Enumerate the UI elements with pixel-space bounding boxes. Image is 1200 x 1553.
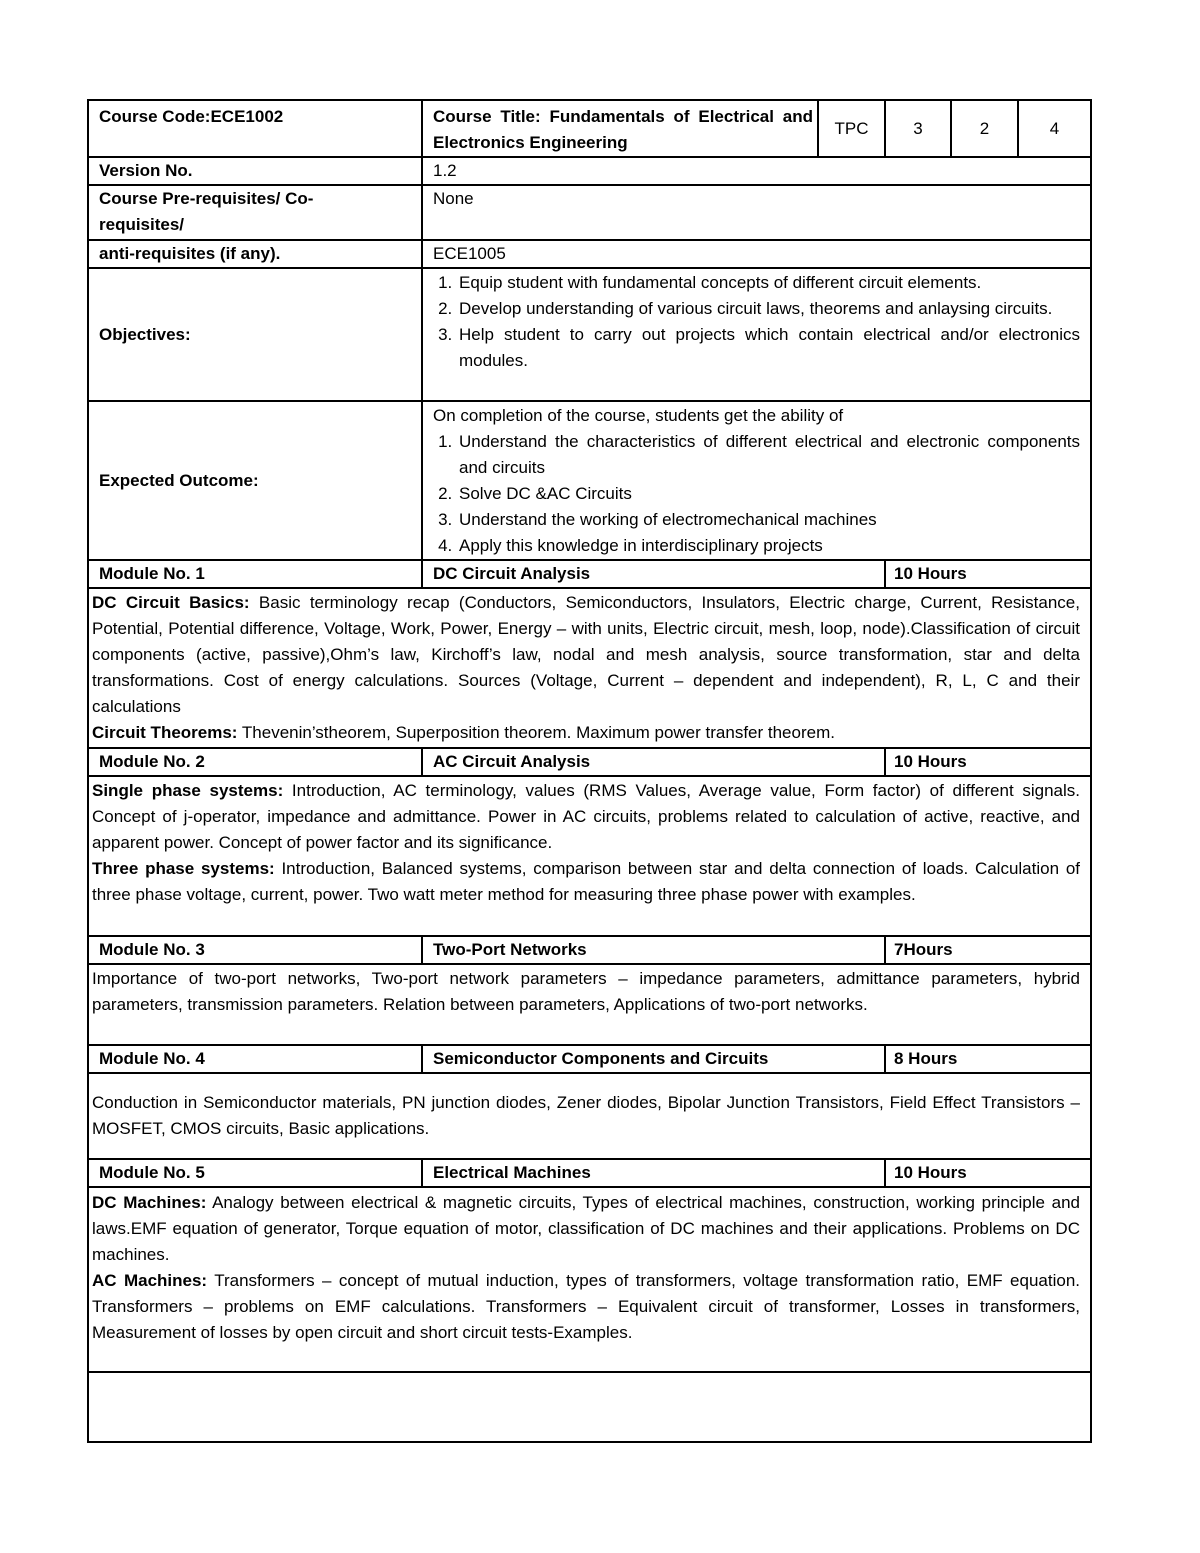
course-title-cell	[422, 100, 818, 157]
antireq-value: ECE1005	[422, 240, 1091, 268]
tpc-label: TPC	[818, 100, 885, 157]
outcome-label: Expected Outcome:	[88, 401, 422, 560]
module-number: Module No. 1	[88, 560, 422, 588]
module-number: Module No. 4	[88, 1045, 422, 1073]
module-topic-text: Introduction, AC terminology, values (RMS Values, Average value, Form factor) of different signals. Concept of j-operator, impedance and admittance. Power in AC circuits, problems related to calculation of active, reactive, and apparent power. Concept of power factor and its significance.	[92, 781, 1080, 852]
objectives-row	[88, 268, 1091, 401]
module-topic-heading: Circuit Theorems:	[92, 723, 238, 742]
antireq-label: anti-requisites (if any).	[88, 240, 422, 268]
course-title-label: Course Title:	[433, 107, 541, 126]
module-topic-text: Introduction, Balanced systems, comparison between star and delta connection of loads. Calculation of three phase voltage, current, power. Two watt meter method for measuring three phase power with examples.	[92, 859, 1080, 904]
module-content	[88, 588, 1091, 748]
outcome-list	[433, 429, 1080, 559]
module-title: Electrical Machines	[422, 1159, 885, 1187]
module-header-row	[88, 1159, 1091, 1187]
tpc-c-value: 4	[1018, 100, 1091, 157]
module-header-row	[88, 748, 1091, 776]
outcome-cell	[422, 401, 1091, 560]
syllabus-table	[87, 99, 1092, 1443]
objective-item: 3. Help student to carry out projects which contain electrical and/or electronics modules.	[457, 322, 1080, 374]
empty-cell	[88, 1372, 1091, 1442]
module-hours: 10 Hours	[885, 748, 1091, 776]
prereq-label: Course Pre-requisites/ Co-requisites/	[88, 185, 422, 240]
module-header-row	[88, 1045, 1091, 1073]
module-topic-heading: DC Machines:	[92, 1193, 207, 1212]
module-topic-text: Thevenin’stheorem, Superposition theorem. Maximum power transfer theorem.	[237, 723, 835, 742]
module-number: Module No. 2	[88, 748, 422, 776]
module-content	[88, 1187, 1091, 1372]
prereq-row	[88, 185, 1091, 240]
module-topic-heading: Three phase systems:	[92, 859, 275, 878]
module-content	[88, 776, 1091, 936]
module-content-row	[88, 776, 1091, 936]
objectives-list	[433, 270, 1080, 374]
version-row	[88, 157, 1091, 185]
module-topic-heading: AC Machines:	[92, 1271, 208, 1290]
module-hours: 8 Hours	[885, 1045, 1091, 1073]
outcome-item: 1. Understand the characteristics of different electrical and electronic components and circuits	[457, 429, 1080, 481]
antireq-row	[88, 240, 1091, 268]
objective-item: 1. Equip student with fundamental concepts of different circuit elements.	[457, 270, 1080, 296]
module-topic-text: Transformers – concept of mutual induction, types of transformers, voltage transformation ratio, EMF equation. Transformers – problems on EMF calculations. Transformers – Equivalent circuit of transformer, Losses in transformers, Measurement of losses by open circuit and short circuit tests-Examples.	[92, 1271, 1080, 1342]
objectives-list-cell	[422, 268, 1091, 401]
objectives-label: Objectives:	[88, 268, 422, 401]
module-content-row	[88, 964, 1091, 1045]
module-topic-text: Analogy between electrical & magnetic circuits, Types of electrical machines, construction, working principle and laws.EMF equation of generator, Torque equation of motor, classification of DC machines and their applications. Problems on DC machines.	[92, 1193, 1080, 1264]
module-title: Two-Port Networks	[422, 936, 885, 964]
module-hours: 10 Hours	[885, 1159, 1091, 1187]
outcome-row	[88, 401, 1091, 560]
module-content: Importance of two-port networks, Two-port network parameters – impedance parameters, admittance parameters, hybrid parameters, transmission parameters. Relation between parameters, Applications of two-port networks.	[88, 964, 1091, 1045]
version-label: Version No.	[88, 157, 422, 185]
objective-item: 2. Develop understanding of various circuit laws, theorems and anlaysing circuits.	[457, 296, 1080, 322]
module-hours: 7Hours	[885, 936, 1091, 964]
header-row	[88, 100, 1091, 157]
module-header-row	[88, 560, 1091, 588]
course-title: Fundamentals of Electrical and Electronics Engineering	[433, 107, 813, 152]
module-topic-text: Basic terminology recap (Conductors, Semiconductors, Insulators, Electric charge, Current, Resistance, Potential, Potential difference, Voltage, Work, Power, Energy – with units, Electric circuit, mesh, loop, node).Classification of circuit components (active, passive),Ohm’s law, Kirchoff’s law, nodal and mesh analysis, source transformation, star and delta transformations. Cost of energy calculations. Sources (Voltage, Current – dependent and independent), R, L, C and their calculations	[92, 593, 1080, 716]
outcome-intro: On completion of the course, students get the ability of	[433, 406, 844, 425]
prereq-value: None	[422, 185, 1091, 240]
module-header-row	[88, 936, 1091, 964]
module-content-row	[88, 1187, 1091, 1372]
module-number: Module No. 3	[88, 936, 422, 964]
module-number: Module No. 5	[88, 1159, 422, 1187]
module-hours: 10 Hours	[885, 560, 1091, 588]
tpc-p-value: 2	[951, 100, 1018, 157]
module-content-row	[88, 588, 1091, 748]
outcome-item: 4. Apply this knowledge in interdisciplinary projects	[457, 533, 1080, 559]
outcome-item: 2. Solve DC &AC Circuits	[457, 481, 1080, 507]
empty-row	[88, 1372, 1091, 1442]
module-title: AC Circuit Analysis	[422, 748, 885, 776]
module-topic-heading: DC Circuit Basics:	[92, 593, 250, 612]
module-content: Conduction in Semiconductor materials, PN junction diodes, Zener diodes, Bipolar Junction Transistors, Field Effect Transistors – MOSFET, CMOS circuits, Basic applications.	[88, 1073, 1091, 1159]
course-code: Course Code:ECE1002	[88, 100, 422, 157]
outcome-item: 3. Understand the working of electromechanical machines	[457, 507, 1080, 533]
module-title: DC Circuit Analysis	[422, 560, 885, 588]
module-title: Semiconductor Components and Circuits	[422, 1045, 885, 1073]
module-topic-heading: Single phase systems:	[92, 781, 284, 800]
module-content-row	[88, 1073, 1091, 1159]
version-value: 1.2	[422, 157, 1091, 185]
tpc-t-value: 3	[885, 100, 951, 157]
